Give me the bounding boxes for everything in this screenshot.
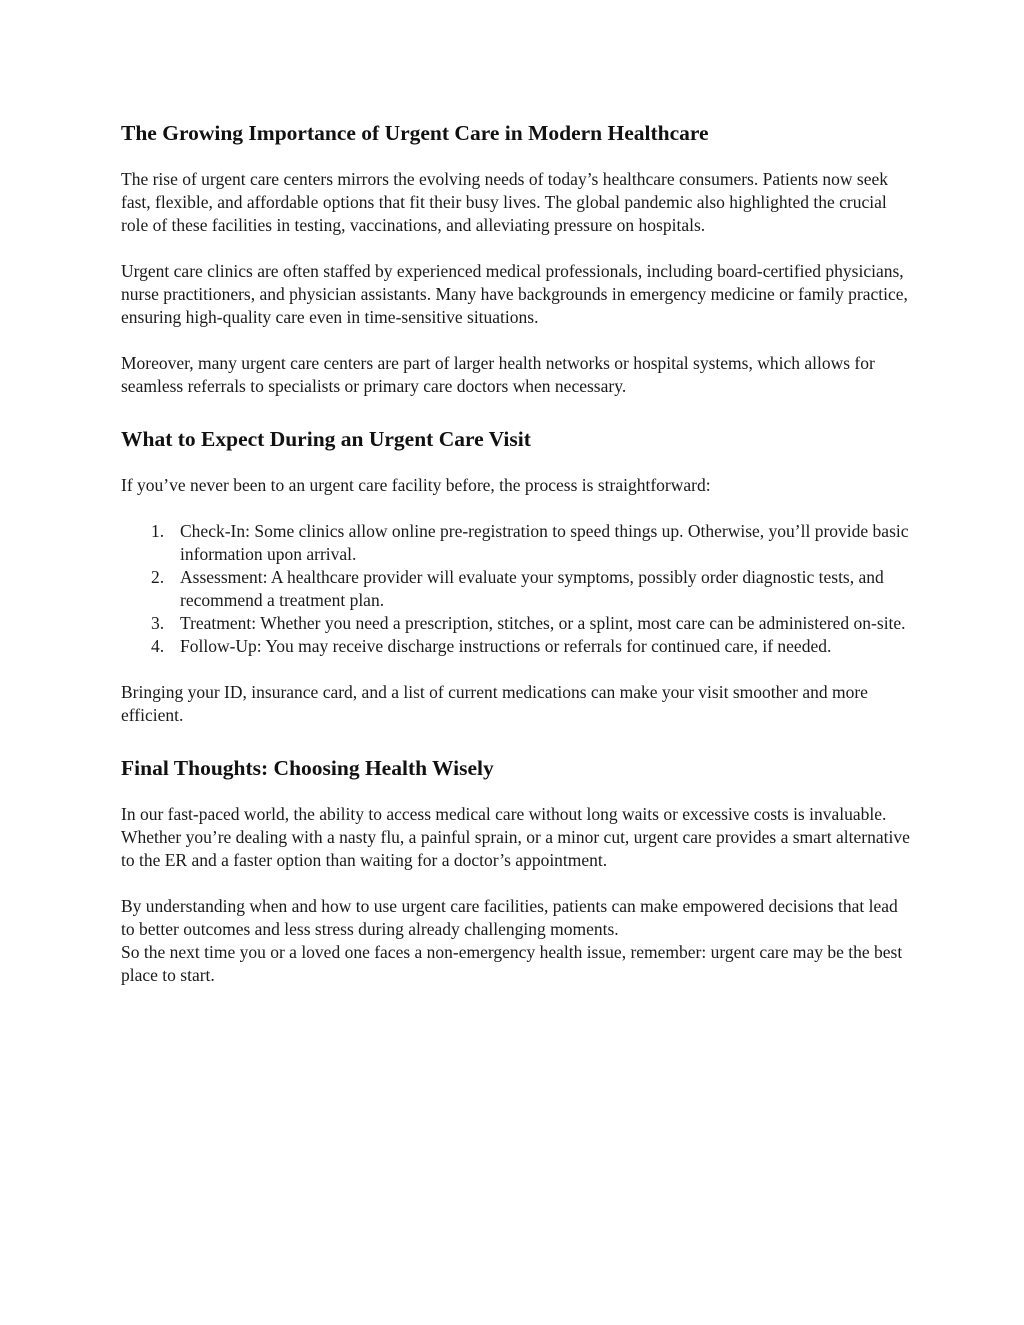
paragraph-next-time: So the next time you or a loved one faces a non-emergency health issue, remember: urgent care may be the best place to start. <box>121 942 903 985</box>
paragraph-visit-intro: If you’ve never been to an urgent care facility before, the process is straightforward: <box>121 475 711 495</box>
paragraph-rise-of-urgent-care: The rise of urgent care centers mirrors the evolving needs of today’s healthcare consumers. Patients now seek fast, flexible, and affordable options that fit their busy lives. The global pandemic also highlighted the crucial role of these facilities in testing, vaccinations, and alleviating pressure on hospitals. <box>121 169 888 235</box>
paragraph-health-networks: Moreover, many urgent care centers are part of larger health networks or hospital systems, which allows for seamless referrals to specialists or primary care doctors when necessary. <box>121 353 875 396</box>
document-page <box>121 118 911 987</box>
visit-steps-list <box>121 520 911 658</box>
list-item-text: Follow-Up: You may receive discharge instructions or referrals for continued care, if needed. <box>180 636 832 656</box>
paragraph-bring-id: Bringing your ID, insurance card, and a list of current medications can make your visit smoother and more efficient. <box>121 682 868 725</box>
section-heading-growing-importance: The Growing Importance of Urgent Care in Modern Healthcare <box>121 121 709 145</box>
paragraph-fast-paced-world: In our fast-paced world, the ability to access medical care without long waits or excessive costs is invaluable. Whether you’re dealing with a nasty flu, a painful sprain, or a minor cut, urgent care provides a smart alternative to the ER and a faster option than waiting for a doctor’s appointment. <box>121 804 910 870</box>
list-item <box>121 612 911 635</box>
list-item <box>121 520 911 566</box>
list-item-text: Treatment: Whether you need a prescription, stitches, or a splint, most care can be administered on-site. <box>180 613 906 633</box>
list-item-text: Assessment: A healthcare provider will evaluate your symptoms, possibly order diagnostic tests, and recommend a treatment plan. <box>180 567 884 610</box>
list-item <box>121 566 911 612</box>
list-number: 1. <box>151 521 165 541</box>
list-number: 2. <box>151 567 165 587</box>
section-heading-what-to-expect: What to Expect During an Urgent Care Visit <box>121 427 531 451</box>
list-item <box>121 635 911 658</box>
section-heading-final-thoughts: Final Thoughts: Choosing Health Wisely <box>121 756 494 780</box>
list-number: 4. <box>151 636 165 656</box>
paragraph-staffing: Urgent care clinics are often staffed by experienced medical professionals, including board-certified physicians, nurse practitioners, and physician assistants. Many have backgrounds in emergency medicine or family practice, ensuring high-quality care even in time-sensitive situations. <box>121 261 908 327</box>
list-number: 3. <box>151 613 165 633</box>
list-item-text: Check-In: Some clinics allow online pre-registration to speed things up. Otherwise, you’ll provide basic information upon arrival. <box>180 521 909 564</box>
paragraph-understanding: By understanding when and how to use urgent care facilities, patients can make empowered decisions that lead to better outcomes and less stress during already challenging moments. <box>121 896 898 939</box>
